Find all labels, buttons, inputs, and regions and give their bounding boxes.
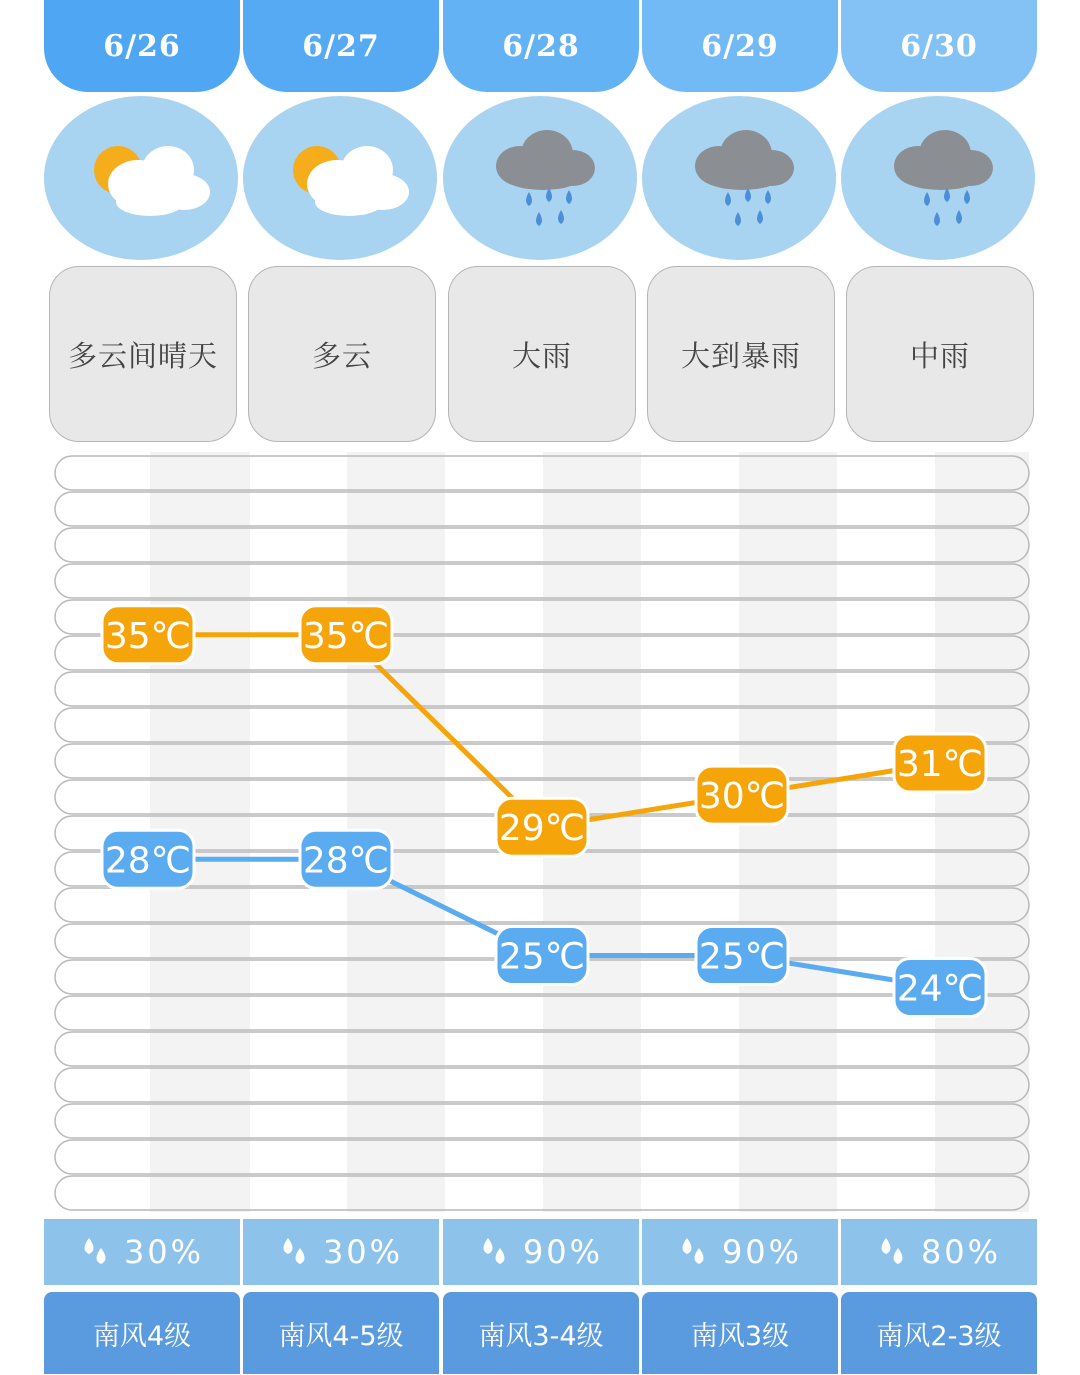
rain-chance — [841, 1219, 1037, 1285]
temperature-chart — [50, 452, 1034, 1212]
data-label: 29℃ — [498, 808, 586, 850]
raindrop-icon — [877, 1236, 907, 1268]
data-label: 25℃ — [698, 936, 786, 978]
wind-label: 南风4-5级 — [243, 1292, 439, 1374]
date-tab: 6/26 — [44, 0, 240, 92]
raindrop-icon — [678, 1236, 708, 1268]
data-label: 25℃ — [498, 936, 586, 978]
partly-sunny-icon — [44, 96, 238, 260]
rain-cloud-icon — [642, 96, 836, 260]
data-label: 30℃ — [698, 776, 786, 818]
rain-cloud-icon — [443, 96, 637, 260]
rain-chance — [443, 1219, 639, 1285]
data-label: 24℃ — [896, 968, 984, 1010]
data-label: 35℃ — [302, 615, 390, 657]
wind-label: 南风3-4级 — [443, 1292, 639, 1374]
date-tab: 6/28 — [443, 0, 639, 92]
column-shade — [739, 452, 837, 1212]
rain-chance — [243, 1219, 439, 1285]
date-tab: 6/29 — [642, 0, 838, 92]
data-label: 28℃ — [302, 840, 390, 882]
date-tab: 6/30 — [841, 0, 1037, 92]
wind-label: 南风2-3级 — [841, 1292, 1037, 1374]
condition-label: 大到暴雨 — [647, 266, 835, 442]
data-label: 35℃ — [104, 615, 192, 657]
data-label: 28℃ — [104, 840, 192, 882]
wind-label: 南风4级 — [44, 1292, 240, 1374]
rain-chance-value: 80% — [920, 1233, 1002, 1271]
condition-label: 中雨 — [846, 266, 1034, 442]
rain-chance-value: 30% — [123, 1233, 205, 1271]
date-tab: 6/27 — [243, 0, 439, 92]
rain-chance-value: 90% — [721, 1233, 803, 1271]
raindrop-icon — [479, 1236, 509, 1268]
raindrop-icon — [279, 1236, 309, 1268]
condition-label: 多云间晴天 — [49, 266, 237, 442]
rain-chance — [642, 1219, 838, 1285]
rain-chance-value: 30% — [322, 1233, 404, 1271]
raindrop-icon — [80, 1236, 110, 1268]
column-shade — [935, 452, 1029, 1212]
rain-chance — [44, 1219, 240, 1285]
wind-label: 南风3级 — [642, 1292, 838, 1374]
condition-label: 大雨 — [448, 266, 636, 442]
rain-chance-value: 90% — [522, 1233, 604, 1271]
data-label: 31℃ — [896, 744, 984, 786]
condition-label: 多云 — [248, 266, 436, 442]
partly-sunny-icon — [243, 96, 437, 260]
rain-cloud-icon — [841, 96, 1035, 260]
